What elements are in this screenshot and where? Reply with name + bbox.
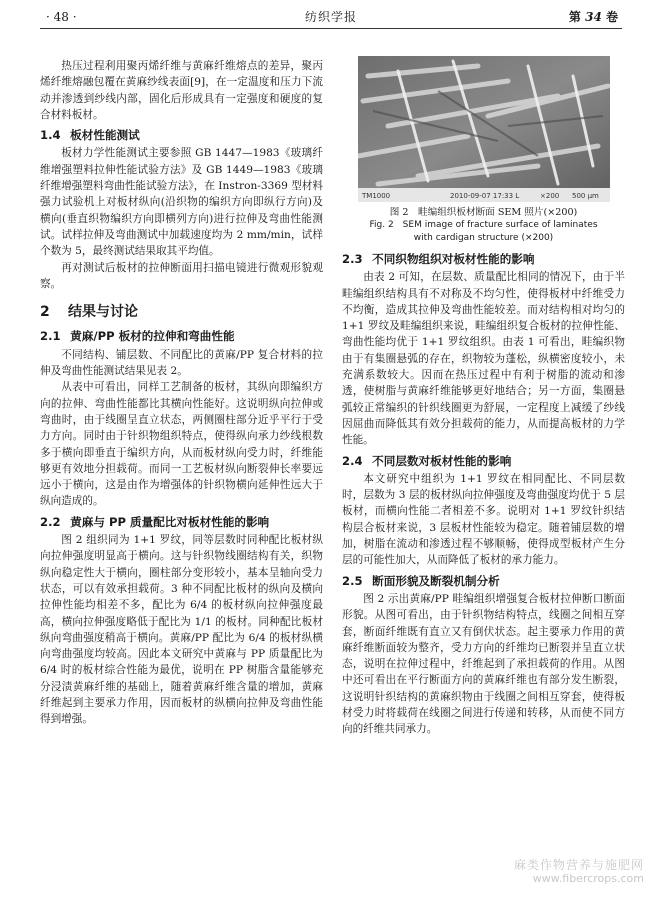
section-2-heading: 2 结果与讨论 bbox=[40, 304, 138, 321]
page-number: · 48 · bbox=[46, 10, 77, 24]
section-2-5-heading: 2.5 断面形貌及断裂机制分析 bbox=[342, 573, 500, 588]
micrograph-date-label: 2010-09-07 17:33 L bbox=[449, 192, 519, 200]
figure-caption-en-2: with cardigan structure (×200) bbox=[413, 233, 554, 243]
section-1-4-heading: 1.4 板材性能测试 bbox=[40, 128, 140, 143]
intro-paragraph: 热压过程利用聚丙烯纤维与黄麻纤维熔点的差异，聚丙烯纤维熔融包覆在黄麻纱线表面[9]，在一定温度和压力下流动并渗透到纱线内部，固化后形成具有一定强度和硬度的复合材料板材。 bbox=[40, 60, 323, 121]
section-2-4-paragraph-1: 本文研究中组织为 1+1 罗纹在相同配比、不同层数时，层数为 3 层的板材纵向拉伸强度及弯曲强度均优于 5 层板材，而横向性能二者相差不多。说明对 1+1 罗纹针织结构层合板材来说，3 层板材性能较为稳定。随着铺层数的增加，树脂在流动和渗透过程不够顺畅，使得成型板材产生分层的可能性加大，从而降低了板材的承力能力。 bbox=[342, 472, 625, 567]
section-2-3-paragraph-1: 由表 2 可知，在层数、质量配比相同的情况下，由于半畦编组织结构具有不对称及不均匀性，使得板材中纤维受力不均衡，造成其拉伸及弯曲性能较差。而对结构相对均匀的 1+1 罗纹及畦编组织来说，畦编组织复合板材的拉伸性能、弯曲性能均优于 1+1 罗纹组织。由表 1 可看出，畦编织物由于有集圈悬弧的存在，织物较为蓬松，纵横密度较小，未充满系数较大。因而在热压过程中有利于树脂的流动和渗透，使树脂与黄麻纤维能够更好地结合；另一方面，集圈悬弧较正常编织的针织线圈更为舒展，一定程度上减缓了纱线因屈曲而降低其有效分担载荷的能力，从而提高板材的力学性能。 bbox=[342, 271, 625, 447]
watermark bbox=[514, 859, 644, 885]
watermark-url: www.fibercrops.com bbox=[532, 872, 644, 885]
watermark-site-name: 麻类作物营养与施肥网 bbox=[513, 858, 644, 872]
section-2-2-paragraph-1: 图 2 组织同为 1+1 罗纹，同等层数时同种配比板材纵向拉伸强度明显高于横向。这与针织物线圈结构有关，织物纵向稳定性大于横向，圈柱部分变形较小，基本呈轴向受力状态，可以有效承担载荷。3 种不同配比板材的纵向及横向拉伸性能均相差不多，配比为 6/4 的板材纵向拉伸强度最高，横向拉伸强度略低于配比为 1/1 的板材。同种配比板材纵向弯曲强度稍高于横向。黄麻/PP 配比为 6/4 的板材纵横向弯曲强度均较高。因此本文研究中黄麻与 PP 质量配比为 6/4 时的板材综合性能为最优，说明在 PP 树脂含量能够充分浸渍黄麻纤维的基础上，随着黄麻纤维含量的增加，黄麻纤维起到主要承力作用，因而板材的纵横向拉伸及弯曲性能得到增强。 bbox=[40, 534, 323, 726]
journal-name: 纺织学报 bbox=[304, 10, 357, 24]
section-2-4-heading: 2.4 不同层数对板材性能的影响 bbox=[342, 453, 512, 468]
left-column bbox=[40, 58, 323, 728]
micrograph-magnification-label: ×200 bbox=[539, 192, 559, 200]
figure-caption-en-1: Fig. 2 SEM image of fracture surface of laminates bbox=[369, 220, 598, 230]
figure-caption-cn: 图 2 畦编组织板材断面 SEM 照片(×200) bbox=[389, 207, 578, 218]
section-2-3-heading: 2.3 不同织物组织对板材性能的影响 bbox=[342, 252, 535, 266]
volume-number: 34 bbox=[585, 10, 602, 24]
section-1-4-paragraph-1: 板材力学性能测试主要参照 GB 1447—1983《玻璃纤维增强塑料拉伸性能试验方法》及 GB 1449—1983《玻璃纤维增强塑料弯曲性能试验方法》，在 Instron-3369 型材料强力试验机上对板材纵向(沿织物的编织方向即纵行方向)及横向(垂直织物编织方向即横列方向)进行拉伸及弯曲性能测试。试样拉伸及弯曲测试中加载速度均为 2 mm/min，试样个数为 5，最终测试结果取其平均值。 bbox=[40, 147, 323, 258]
figure-caption bbox=[342, 206, 625, 245]
sem-figure bbox=[358, 56, 610, 202]
section-1-4-paragraph-2: 再对测试后板材的拉伸断面用扫描电镜进行微观形貌观察。 bbox=[40, 261, 323, 290]
micrograph-instrument-label: TM1000 bbox=[361, 192, 390, 200]
page-header bbox=[40, 6, 622, 29]
micrograph-scale-label: 500 μm bbox=[571, 192, 599, 200]
section-2-1-paragraph-2: 从表中可看出，同样工艺制备的板材，其纵向即编织方向的拉伸、弯曲性能都比其横向性能好。这说明纵向拉伸或弯曲时，由于线圈呈直立状态，两侧圈柱部分近乎平行于受力方向。同时由于针织物组织特点，使得纵向承力纱线根数多于横向即垂直于编织方向，从而板材纵向受力时，纤维能够更有效地分担载荷。而同一工艺板材纵向断裂伸长率要远远小于横向，这是由作为增强体的针织物横向延伸性远大于纵向造成的。 bbox=[40, 381, 323, 508]
section-2-1-heading: 2.1 黄麻/PP 板材的拉伸和弯曲性能 bbox=[40, 329, 235, 344]
section-2-2-heading: 2.2 黄麻与 PP 质量配比对板材性能的影响 bbox=[40, 514, 270, 529]
sem-micrograph-image bbox=[358, 56, 610, 202]
section-2-5-paragraph-1: 图 2 示出黄麻/PP 畦编组织增强复合板材拉伸断口断面形貌。从图可看出，由于针织物结构特点，线圈之间相互穿套，断面纤维既有直立又有倒伏状态。起主要承力作用的黄麻纤维断面较为整齐，受力方向的纤维均已断裂并呈直立状态，说明在拉伸过程中，纤维起到了承担载荷的作用。从图中还可看出在平行断面方向的黄麻纤维也有部分发生断裂，这说明针织结构的黄麻织物由于线圈之间相互穿套，使得板材受力时将载荷在线圈之间进行传递和转移，从而使不同方向的纤维共同承力。 bbox=[342, 592, 625, 736]
volume-label: 第 34 卷 bbox=[568, 10, 618, 24]
section-2-1-paragraph-1: 不同结构、铺层数、不同配比的黄麻/PP 复合材料的拉伸及弯曲性能测试结果见表 2。 bbox=[40, 348, 323, 378]
right-column bbox=[342, 56, 625, 738]
